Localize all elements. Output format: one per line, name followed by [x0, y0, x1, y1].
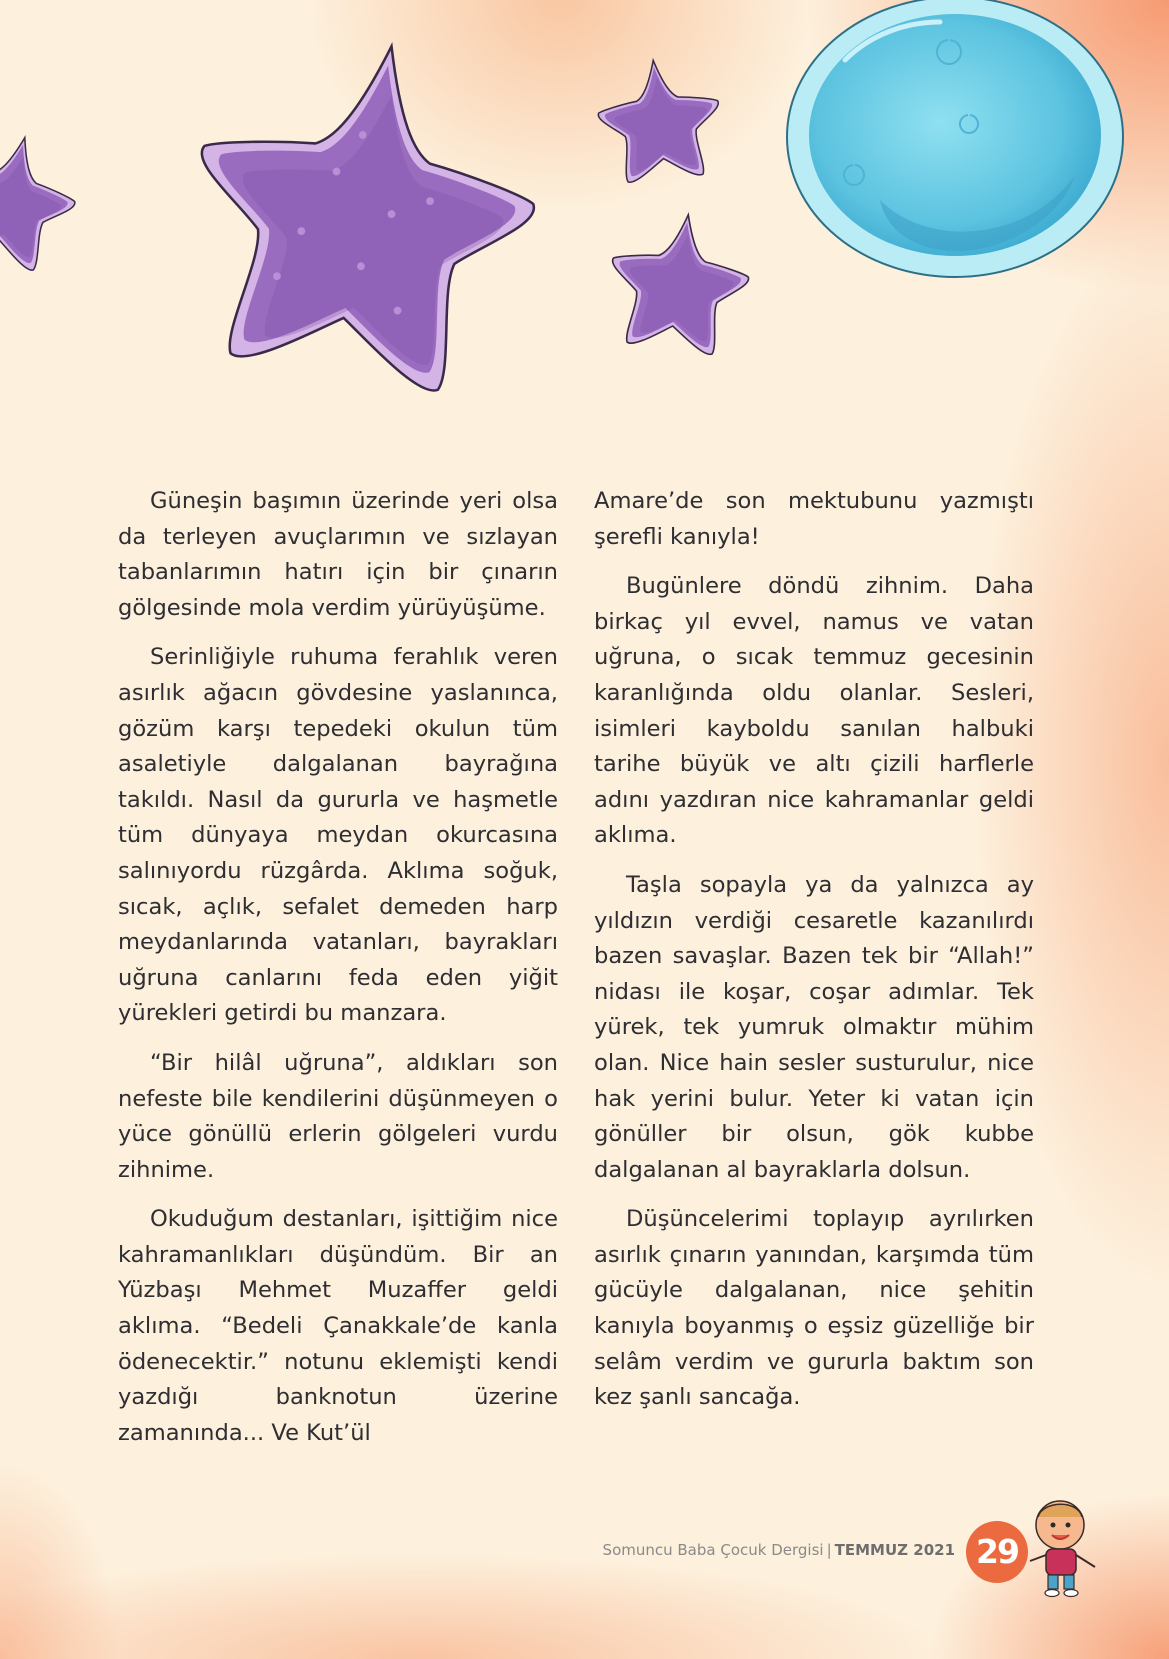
paragraph: Taşla sopayla ya da yalnızca ay yıldızın verdiği cesaretle kazanılırdı bazen savaşlar. Bazen tek bir “Allah!” nidası ile koşar, coşar adımlar. Tek yürek, tek yumruk olmaktır mühim olan. Nice hain sesler susturulur, nice hak yerini bulur. Yeter ki vatan için gönüller bir olsun, gök kubbe dalgalanan al bayraklarla dolsun. [594, 871, 1034, 1183]
page-number: 29 [966, 1521, 1028, 1583]
starfish-icon [593, 54, 725, 185]
paragraph: “Bir hilâl uğruna”, aldıkları son nefeste bile kendilerini düşünmeyen o yüce gönüllü erlerin gölgeleri vurdu zihnime. [118, 1049, 558, 1183]
footer-separator: | [826, 1541, 832, 1559]
paragraph-continuation: Amare’de son mektubunu yazmıştı şerefli kanıyla! [594, 488, 1034, 550]
starfish-icon [0, 122, 87, 276]
paragraph: Bugünlere döndü zihnim. Daha birkaç yıl evvel, namus ve vatan uğruna, o sıcak temmuz gecesinin karanlığında oldu olanlar. Sesleri, isimleri kayboldu sanılan halbuki tarihe büyük ve altı çizili harflerle adını yazdıran nice kahramanlar geldi aklıma. [594, 573, 1034, 849]
article-right-column [594, 484, 1034, 1430]
paragraph: Serinliğiyle ruhuma ferahlık veren asırlık ağacın gövdesine yaslanınca, gözüm karşı tepedeki okulun tüm asaletiyle dalgalanan bayrağına takıldı. Nasıl da gururla ve haşmetle tüm dünyaya meydan okurcasına salınıyordu rüzgârda. Aklıma soğuk, sıcak, açlık, sefalet demeden harp meydanlarında vatanları, bayrakları uğruna canlarını feda eden yiğit yürekleri getirdi bu manzara. [118, 644, 558, 1027]
article-left-column [118, 484, 558, 1465]
paragraph: Düşüncelerimi toplayıp ayrılırken asırlık çınarın yanından, karşımda tüm gücüyle dalgalanan, nice şehitin kanıyla boyanmış o eşsiz güzelliğe bir selâm verdim ve gururla baktım son kez şanlı sancağa. [594, 1206, 1034, 1411]
kid-mascot-icon [1020, 1495, 1115, 1600]
starfish-icon [168, 17, 557, 402]
issue-date: TEMMUZ 2021 [834, 1541, 955, 1559]
paragraph: Güneşin başımın üzerinde yeri olsa da terleyen avuçlarımın ve sızlayan tabanlarımın hatırı için bir çınarın gölgesinde mola verdim yürüyüşüme. [118, 488, 558, 621]
bubble-icon [787, 0, 1123, 277]
magazine-name: Somuncu Baba Çocuk Dergisi [602, 1541, 824, 1559]
starfish-icon [602, 205, 757, 358]
header-illustration [0, 0, 1169, 420]
paragraph: Okuduğum destanları, işittiğim nice kahramanlıkları düşündüm. Bir an Yüzbaşı Mehmet Muzaffer geldi aklıma. “Bedeli Çanakkale’de kanla ödenecektir.” notunu eklemişti kendi yazdığı banknotun üzerine zamanında... Ve Kut’ül [118, 1206, 558, 1446]
page-footer [560, 1541, 955, 1559]
